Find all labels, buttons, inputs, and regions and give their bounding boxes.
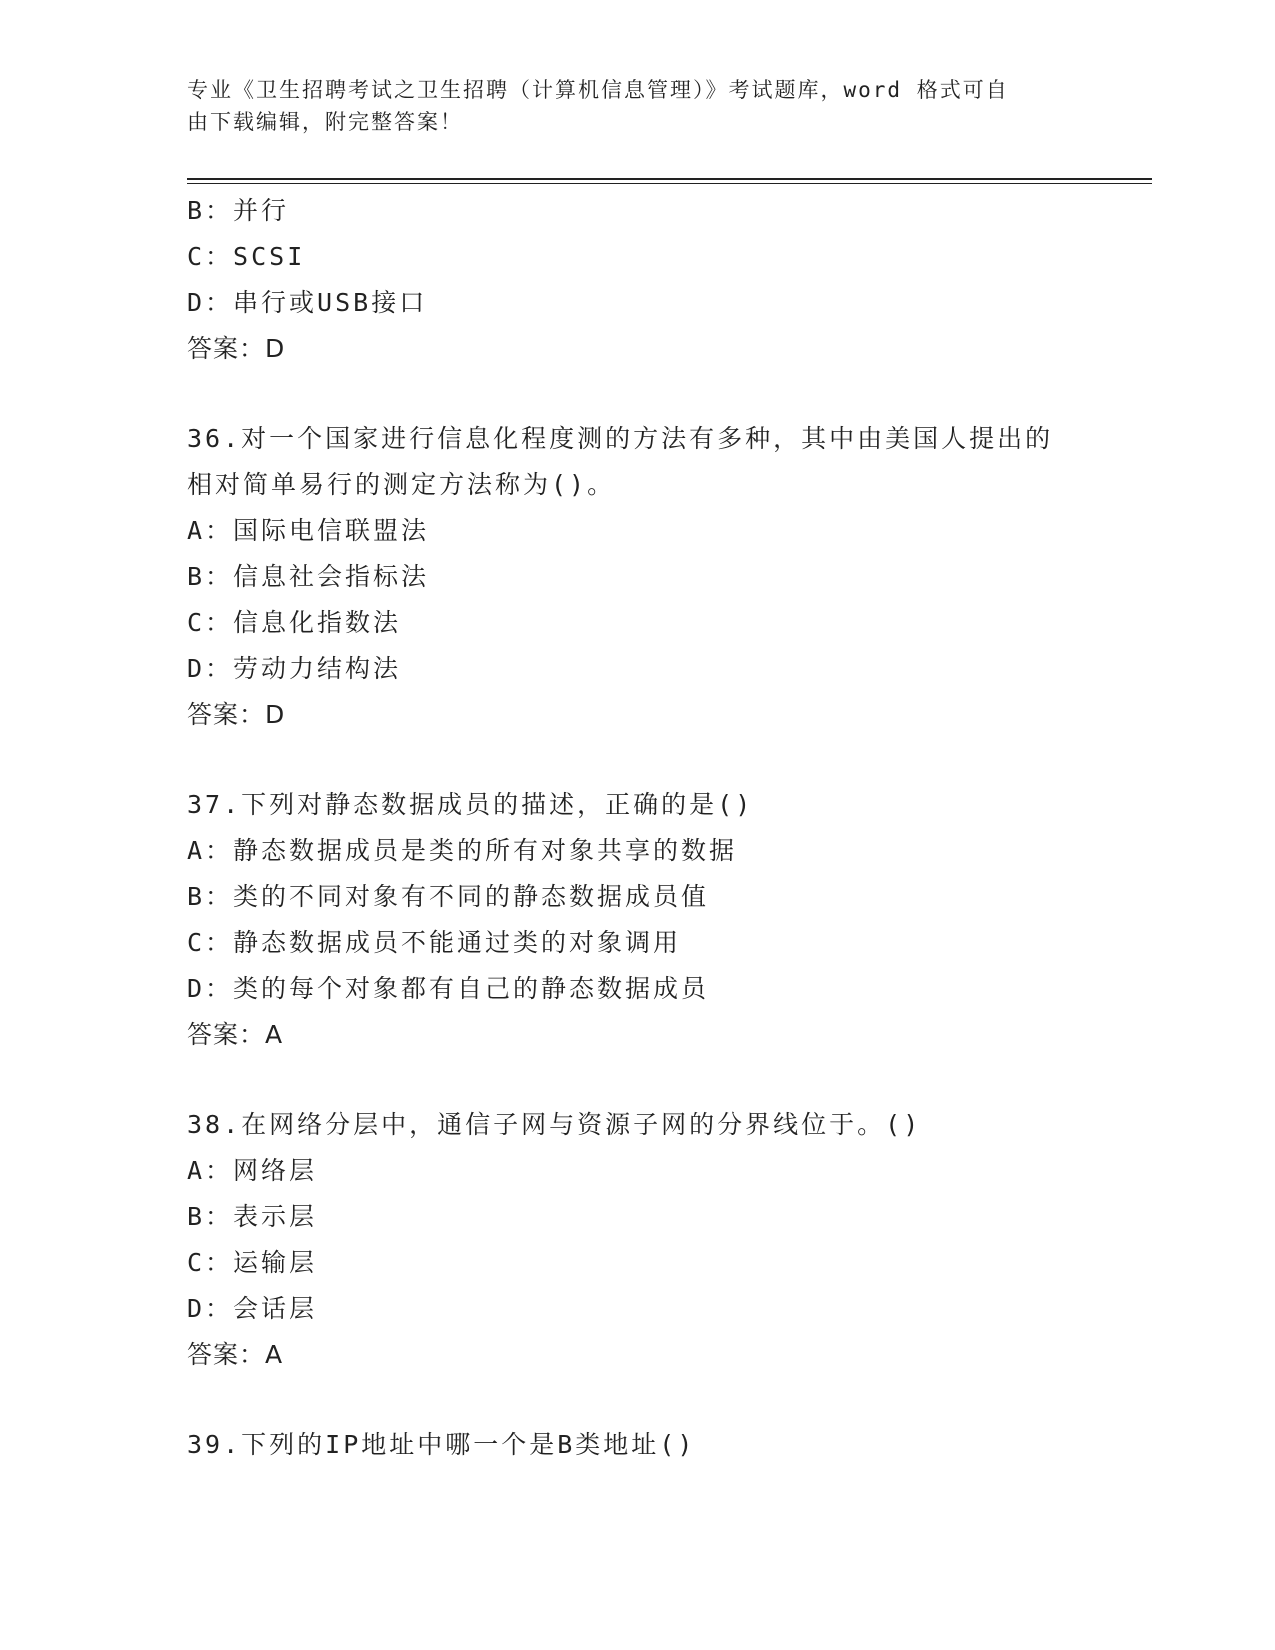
answer: 答案：A xyxy=(187,1340,284,1369)
answer: 答案：A xyxy=(187,1020,284,1049)
question-stem: 38.在网络分层中，通信子网与资源子网的分界线位于。() xyxy=(187,1110,922,1139)
option-d: D：会话层 xyxy=(187,1294,318,1323)
option-b: B：表示层 xyxy=(187,1202,318,1231)
option-a: A：国际电信联盟法 xyxy=(187,516,430,545)
header-line-1: 专业《卫生招聘考试之卫生招聘（计算机信息管理）》考试题库，word 格式可自 xyxy=(187,78,1009,102)
option-b: B：信息社会指标法 xyxy=(187,562,430,591)
question-stem: 39.下列的IP地址中哪一个是B类地址() xyxy=(187,1430,696,1459)
answer: 答案：D xyxy=(187,334,286,363)
header-divider-thick xyxy=(187,178,1152,180)
header-line-2: 由下载编辑，附完整答案！ xyxy=(187,110,463,134)
question-stem: 相对简单易行的测定方法称为()。 xyxy=(187,470,616,499)
option-d: D：串行或USB接口 xyxy=(187,288,428,317)
answer: 答案：D xyxy=(187,700,286,729)
question-list xyxy=(187,188,1087,1468)
question-35-continued xyxy=(187,188,1087,372)
option-c: C：静态数据成员不能通过类的对象调用 xyxy=(187,928,682,957)
option-b: B：类的不同对象有不同的静态数据成员值 xyxy=(187,882,710,911)
question-38 xyxy=(187,1102,1087,1378)
option-d: D：类的每个对象都有自己的静态数据成员 xyxy=(187,974,710,1003)
header-divider-thin xyxy=(187,183,1152,184)
option-a: A：静态数据成员是类的所有对象共享的数据 xyxy=(187,836,738,865)
option-b: B：并行 xyxy=(187,196,290,225)
question-stem: 37.下列对静态数据成员的描述，正确的是() xyxy=(187,790,754,819)
option-c: C：信息化指数法 xyxy=(187,608,402,637)
question-37 xyxy=(187,782,1087,1058)
option-a: A：网络层 xyxy=(187,1156,318,1185)
question-39 xyxy=(187,1422,1087,1468)
question-stem: 36.对一个国家进行信息化程度测的方法有多种，其中由美国人提出的 xyxy=(187,424,1054,453)
option-d: D：劳动力结构法 xyxy=(187,654,402,683)
document-header xyxy=(187,74,1067,138)
option-c: C：运输层 xyxy=(187,1248,318,1277)
question-36 xyxy=(187,416,1087,738)
option-c: C：SCSI xyxy=(187,242,306,271)
